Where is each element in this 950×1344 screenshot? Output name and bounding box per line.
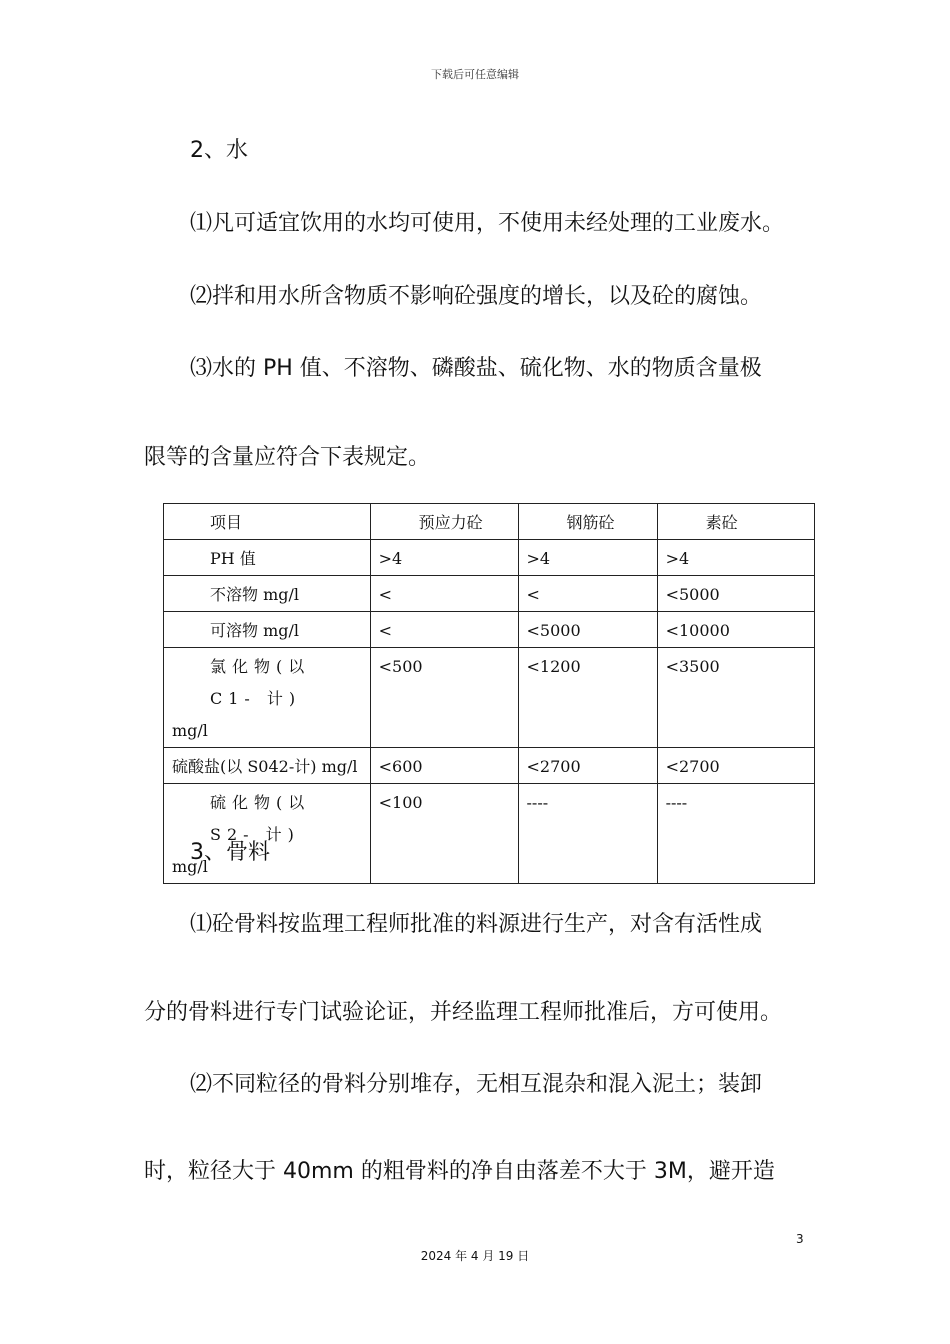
column-header: 预应力砼 — [370, 504, 518, 540]
section-heading-water: 2、水 — [190, 138, 248, 163]
table-row — [164, 576, 815, 612]
paragraph: ⑵拌和用水所含物质不影响砼强度的增长，以及砼的腐蚀。 — [190, 284, 763, 309]
paragraph: 时，粒径大于 40mm 的粗骨料的净自由落差不大于 3M，避开造 — [144, 1159, 775, 1184]
table-cell: <600 — [370, 748, 518, 784]
row-label: 氯化物(以 C1- 计) — [210, 657, 311, 708]
table-row — [164, 784, 815, 884]
table-cell: <500 — [370, 648, 518, 748]
table-cell: <5000 — [518, 612, 657, 648]
row-label: 硫化物(以 S2- 计) — [210, 793, 311, 844]
table-cell: < — [518, 576, 657, 612]
row-label-unit: mg/l — [172, 857, 208, 876]
paragraph: 分的骨料进行专门试验论证，并经监理工程师批准后，方可使用。 — [144, 1000, 783, 1025]
table-cell: <2700 — [657, 748, 814, 784]
table-cell: >4 — [370, 540, 518, 576]
row-label: 可溶物 mg/l — [210, 621, 300, 640]
table-row — [164, 748, 815, 784]
table-cell: >4 — [518, 540, 657, 576]
table-header-row — [164, 504, 815, 540]
table-cell: <1200 — [518, 648, 657, 748]
table-cell: <3500 — [657, 648, 814, 748]
page-number: 3 — [796, 1232, 804, 1246]
row-label: PH 值 — [210, 549, 256, 568]
table-cell: <10000 — [657, 612, 814, 648]
section-heading-aggregate: 3、骨料 — [190, 840, 270, 865]
row-label-unit: mg/l — [172, 721, 208, 740]
footer-date: 2024 年 4 月 19 日 — [420, 1249, 530, 1263]
table-cell: < — [370, 576, 518, 612]
paragraph: 限等的含量应符合下表规定。 — [144, 445, 431, 470]
paragraph: ⑶水的 PH 值、不溶物、磷酸盐、硫化物、水的物质含量极 — [190, 356, 762, 381]
water-quality-table — [163, 503, 815, 884]
table-cell: >4 — [657, 540, 814, 576]
row-label: 硫酸盐(以 S042-计) mg/l — [164, 748, 371, 784]
column-header: 素砼 — [657, 504, 814, 540]
table-cell: < — [370, 612, 518, 648]
table-row — [164, 540, 815, 576]
row-label: 不溶物 mg/l — [210, 585, 300, 604]
table-row — [164, 612, 815, 648]
table-cell: <2700 — [518, 748, 657, 784]
table-cell: ---- — [657, 784, 814, 884]
page-header: 下载后可任意编辑 — [431, 68, 519, 81]
paragraph: ⑴砼骨料按监理工程师批准的料源进行生产，对含有活性成 — [190, 912, 763, 937]
column-header: 钢筋砼 — [518, 504, 657, 540]
column-header: 项目 — [210, 513, 243, 532]
table-cell: ---- — [518, 784, 657, 884]
table-cell: <100 — [370, 784, 518, 884]
table-row — [164, 648, 815, 748]
paragraph: ⑵不同粒径的骨料分别堆存，无相互混杂和混入泥土；装卸 — [190, 1072, 763, 1097]
table-cell: <5000 — [657, 576, 814, 612]
paragraph: ⑴凡可适宜饮用的水均可使用，不使用未经处理的工业废水。 — [190, 211, 785, 236]
